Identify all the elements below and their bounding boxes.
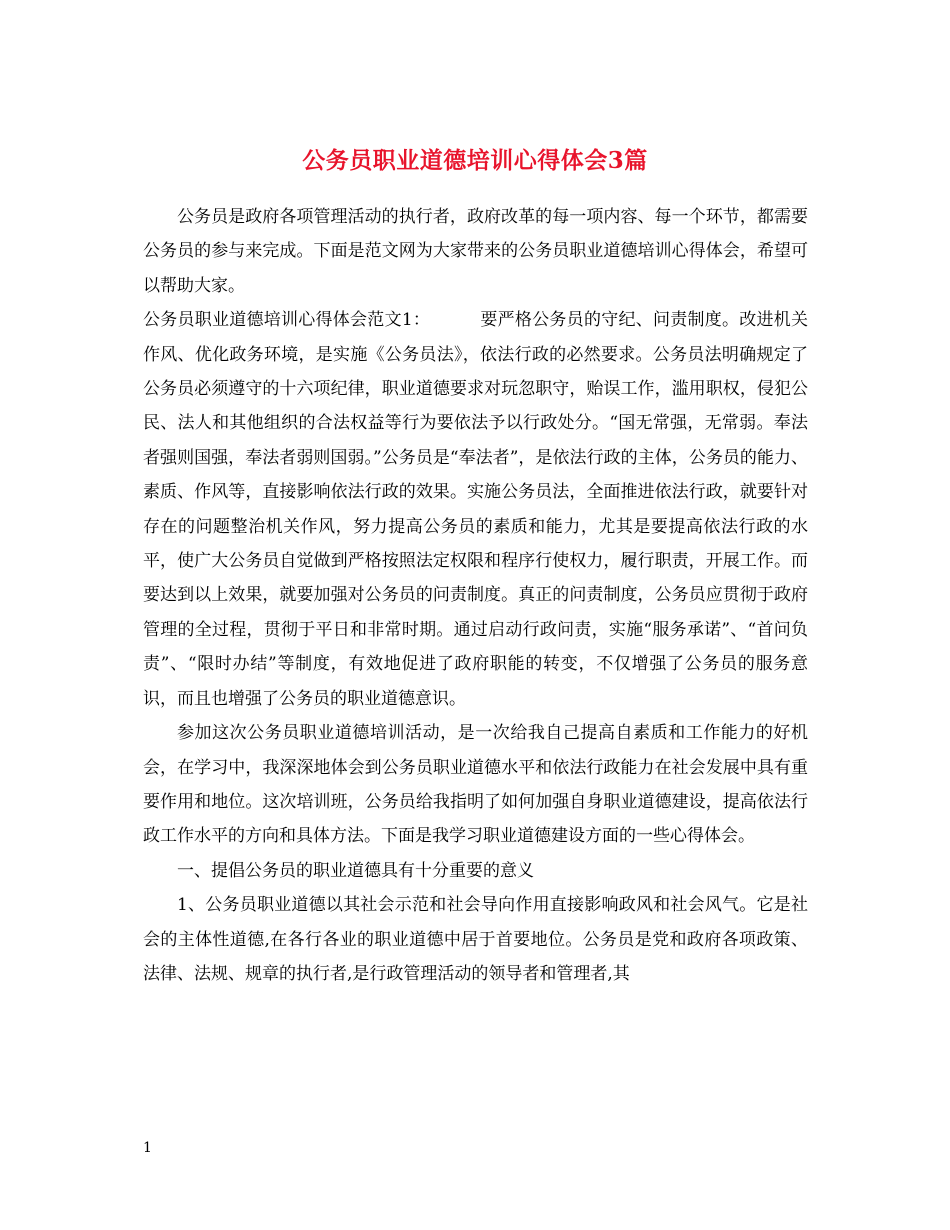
body-paragraph-2: 参加这次公务员职业道德培训活动，是一次给我自己提高自素质和工作能力的好机会，在学习中，我深深地体会到公务员职业道德水平和依法行政能力在社会发展中具有重要作用和地位。这次培训班，公务员给我指明了如何加强自身职业道德建设，提高依法行政工作水平的方向和具体方法。下面是我学习职业道德建设方面的一些心得体会。: [143, 723, 808, 847]
intro-paragraph: 公务员是政府各项管理活动的执行者，政府改革的每一项内容、每一个环节，都需要公务员的参与来完成。下面是范文网为大家带来的公务员职业道德培训心得体会，希望可以帮助大家。: [143, 207, 808, 296]
sample-paragraph: [143, 303, 808, 716]
document-title: 公务员职业道德培训心得体会3篇: [302, 147, 648, 175]
page-number: 1: [143, 1140, 152, 1156]
sample-first-paragraph: 要严格公务员的守纪、问责制度。改进机关作风、优化政务环境，是实施《公务员法》，依法行政的必然要求。公务员法明确规定了公务员必须遵守的十六项纪律，职业道德要求对玩忽职守，贻误工作，滥用职权，侵犯公民、法人和其他组织的合法权益等行为要依法予以行政处分。“国无常强，无常弱。奉法者强则国强，奉法者弱则国弱。”公务员是“奉法者”，是依法行政的主体，公务员的能力、素质、作风等，直接影响依法行政的效果。实施公务员法，全面推进依法行政，就要针对存在的问题整治机关作风，努力提高公务员的素质和能力，尤其是要提高依法行政的水平，使广大公务员自觉做到严格按照法定权限和程序行使权力，履行职责，开展工作。而要达到以上效果，就要加强对公务员的问责制度。真正的问责制度，公务员应贯彻于政府管理的全过程，贯彻于平日和非常时期。通过启动行政问责，实施“服务承诺”、“首问负责”、“限时办结”等制度，有效地促进了政府职能的转变，不仅增强了公务员的服务意识，而且也增强了公务员的职业道德意识。: [143, 310, 808, 709]
sample-heading: 公务员职业道德培训心得体会范文1：: [143, 310, 431, 331]
document-body: [143, 200, 808, 991]
section-heading: 一、提倡公务员的职业道德具有十分重要的意义: [177, 860, 534, 881]
body-paragraph-3: 1、公务员职业道德以其社会示范和社会导向作用直接影响政风和社会风气。它是社会的主体性道德,在各行各业的职业道德中居于首要地位。公务员是党和政府各项政策、法律、法规、规章的执行者,是行政管理活动的领导者和管理者,其: [143, 895, 808, 984]
